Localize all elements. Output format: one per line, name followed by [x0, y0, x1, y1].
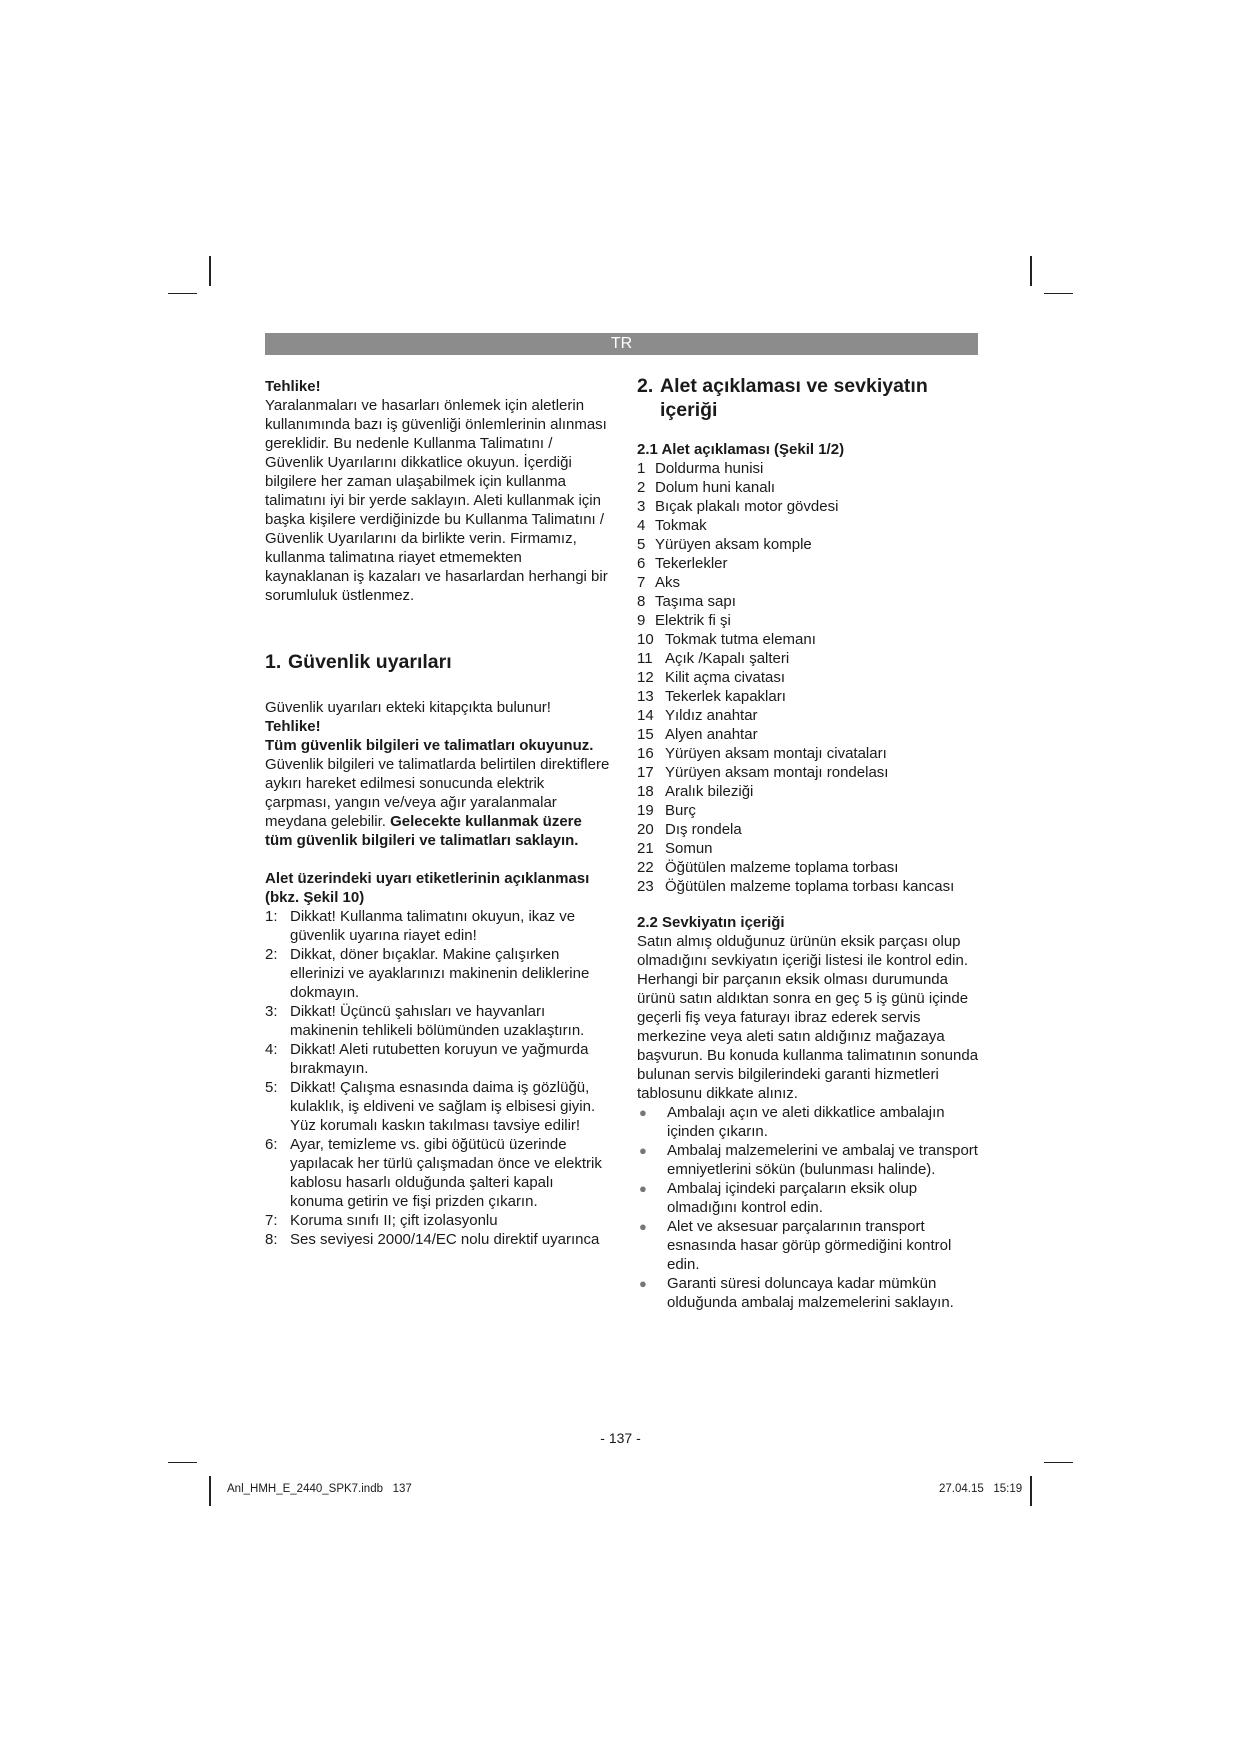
intro-heading: Tehlike!	[265, 378, 321, 395]
list-item: 3 Bıçak plakalı motor gövdesi	[637, 498, 839, 515]
list-item: 22 Öğütülen malzeme toplama torbası	[637, 859, 899, 876]
crop-mark	[1044, 1462, 1073, 1463]
delivery-checklist	[637, 1103, 982, 1312]
list-item: 6: Ayar, temizleme vs. gibi öğütücü üzerinde yapılacak her türlü çalışmadan önce ve elektrik kablosu hasarlı olduğunda şalteri kapalı konuma getirin ve fişi prizden çıkarın.	[265, 1136, 602, 1210]
list-item: 17 Yürüyen aksam montajı rondelası	[637, 764, 889, 781]
read-all-bold: Tüm güvenlik bilgileri ve talimatları okuyunuz.	[265, 737, 594, 754]
warning-label-list	[265, 907, 610, 1249]
language-header-bar: TR	[265, 333, 978, 355]
list-item: 3: Dikkat! Üçüncü şahısları ve hayvanları makinenin tehlikeli bölümünden uzaklaştırın.	[265, 1003, 585, 1039]
crop-mark	[168, 1462, 197, 1463]
list-item: 13 Tekerlek kapakları	[637, 688, 786, 705]
list-item: 8: Ses seviyesi 2000/14/EC nolu direktif uyarınca	[265, 1231, 600, 1248]
read-all-paragraph	[265, 736, 610, 850]
list-item: 14 Yıldız anahtar	[637, 707, 758, 724]
subsection-2-2-heading: 2.2 Sevkiyatın içeriği	[637, 914, 785, 931]
crop-mark	[1044, 293, 1073, 294]
list-item: ● Ambalaj malzemelerini ve ambalaj ve transport emniyetlerini sökün (bulunması halinde).	[639, 1142, 978, 1178]
section-2-heading	[637, 374, 982, 398]
list-item: 16 Yürüyen aksam montajı civataları	[637, 745, 887, 762]
crop-mark	[1030, 256, 1032, 286]
crop-mark	[168, 293, 197, 294]
list-item: 7 Aks	[637, 574, 681, 591]
section-2-number: 2.	[637, 375, 654, 397]
section-2-title-line-2: içeriği	[660, 399, 718, 421]
page-number: - 137 -	[600, 1430, 641, 1446]
delivery-text: Satın almış olduğunuz ürünün eksik parçası olup olmadığını sevkiyatın içeriği listesi ile kontrol edin. Herhangi bir parçanın eksik olması durumunda ürünü satın aldıktan sonra en geç 5 iş günü içinde geçerli fiş veya faturayı ibraz ederek servis merkezine veya aleti satın aldığınız mağazaya başvurun. Bu konuda kullanma talimatının sonunda bulunan servis bilgilerindeki garanti hizmetleri tablosunu dikkate alınız.	[637, 933, 979, 1102]
bullet-icon: ●	[639, 1105, 647, 1120]
danger-label: Tehlike!	[265, 718, 321, 735]
list-item: 8 Taşıma sapı	[637, 593, 736, 610]
crop-mark	[209, 1476, 211, 1506]
left-column	[265, 377, 610, 1249]
section-1-heading	[265, 650, 610, 674]
intro-text: Yaralanmaları ve hasarları önlemek için aletlerin kullanımında bazı iş güvenliği önlemlerinin alınması gereklidir. Bu nedenle Kullanma Talimatını / Güvenlik Uyarılarını dikkatlice okuyun. İçerdiği bilgilere her zaman ulaşabilmek için kullanma talimatını iyi bir yerde saklayın. Aleti kullanmak için başka kişilere verdiğinizde bu Kullanma Talimatını / Güvenlik Uyarılarını da birlikte verin. Firmamız, kullanma talimatına riayet etmemekten kaynaklanan iş kazaları ve hasarlardan herhangi bir sorumluluk üstlenmez.	[265, 397, 608, 604]
list-item: 5 Yürüyen aksam komple	[637, 536, 812, 553]
list-item: 4 Tokmak	[637, 517, 707, 534]
bullet-icon: ●	[639, 1276, 647, 1291]
list-item: 18 Aralık bileziği	[637, 783, 754, 800]
list-item: 1: Dikkat! Kullanma talimatını okuyun, ikaz ve güvenlik uyarına riayet edin!	[265, 908, 576, 944]
list-item: 5: Dikkat! Çalışma esnasında daima iş gözlüğü, kulaklık, iş eldiveni ve sağlam iş elbisesi giyin. Yüz korumalı kaskın takılması tavsiye edilir!	[265, 1079, 596, 1134]
crop-mark	[209, 256, 211, 286]
booklet-note: Güvenlik uyarıları ekteki kitapçıkta bulunur!	[265, 699, 551, 716]
crop-mark	[1030, 1476, 1032, 1506]
bullet-icon: ●	[639, 1143, 647, 1158]
list-item: 11 Açık /Kapalı şalteri	[637, 650, 790, 667]
bullet-icon: ●	[639, 1219, 647, 1234]
list-item: 15 Alyen anahtar	[637, 726, 758, 743]
list-item: ● Ambalaj içindeki parçaların eksik olup olmadığını kontrol edin.	[639, 1180, 918, 1216]
list-item: ● Ambalajı açın ve aleti dikkatlice ambalajın içinden çıkarın.	[639, 1104, 945, 1140]
read-all-text: Güvenlik bilgileri ve talimatlarda belirtilen direktiflere aykırı hareket edilmesi sonucunda elektrik çarpması, yangın ve/veya ağır yaralanmalar meydana gelebilir.	[265, 756, 610, 830]
section-1-title: Güvenlik uyarıları	[288, 651, 452, 673]
right-column	[637, 374, 982, 1312]
section-1-number: 1.	[265, 651, 282, 673]
list-item: 2: Dikkat, döner bıçaklar. Makine çalışırken ellerinizi ve ayaklarınızı makinenin deliklerine dokmayın.	[265, 946, 590, 1001]
list-item: 23 Öğütülen malzeme toplama torbası kancası	[637, 878, 955, 895]
list-item: 20 Dış rondela	[637, 821, 742, 838]
list-item: ● Garanti süresi doluncaya kadar mümkün olduğunda ambalaj malzemelerini saklayın.	[639, 1275, 954, 1311]
labels-heading: Alet üzerindeki uyarı etiketlerinin açıklanması (bkz. Şekil 10)	[265, 870, 590, 906]
list-item: 2 Dolum huni kanalı	[637, 479, 776, 496]
list-item: 6 Tekerlekler	[637, 555, 728, 572]
print-timestamp: 27.04.15 15:19	[939, 1483, 1023, 1495]
list-item: 9 Elektrik fi şi	[637, 612, 731, 629]
list-item: 1 Doldurma hunisi	[637, 460, 764, 477]
list-item: 12 Kilit açma civatası	[637, 669, 786, 686]
file-slug: Anl_HMH_E_2440_SPK7.indb 137	[227, 1483, 412, 1495]
parts-list	[637, 459, 982, 896]
bullet-icon: ●	[639, 1181, 647, 1196]
list-item: 10 Tokmak tutma elemanı	[637, 631, 816, 648]
list-item: 7: Koruma sınıfı II; çift izolasyonlu	[265, 1212, 498, 1229]
list-item: ● Alet ve aksesuar parçalarının transport esnasında hasar görüp görmediğini kontrol edin.	[639, 1218, 952, 1273]
keep-instructions-bold: Gelecekte kullanmak üzere tüm güvenlik bilgileri ve talimatları saklayın.	[265, 813, 582, 849]
subsection-2-1-heading: 2.1 Alet açıklaması (Şekil 1/2)	[637, 441, 845, 458]
list-item: 19 Burç	[637, 802, 696, 819]
list-item: 21 Somun	[637, 840, 713, 857]
section-2-title-line-1: Alet açıklaması ve sevkiyatın	[660, 375, 928, 397]
list-item: 4: Dikkat! Aleti rutubetten koruyun ve yağmurda bırakmayın.	[265, 1041, 589, 1077]
